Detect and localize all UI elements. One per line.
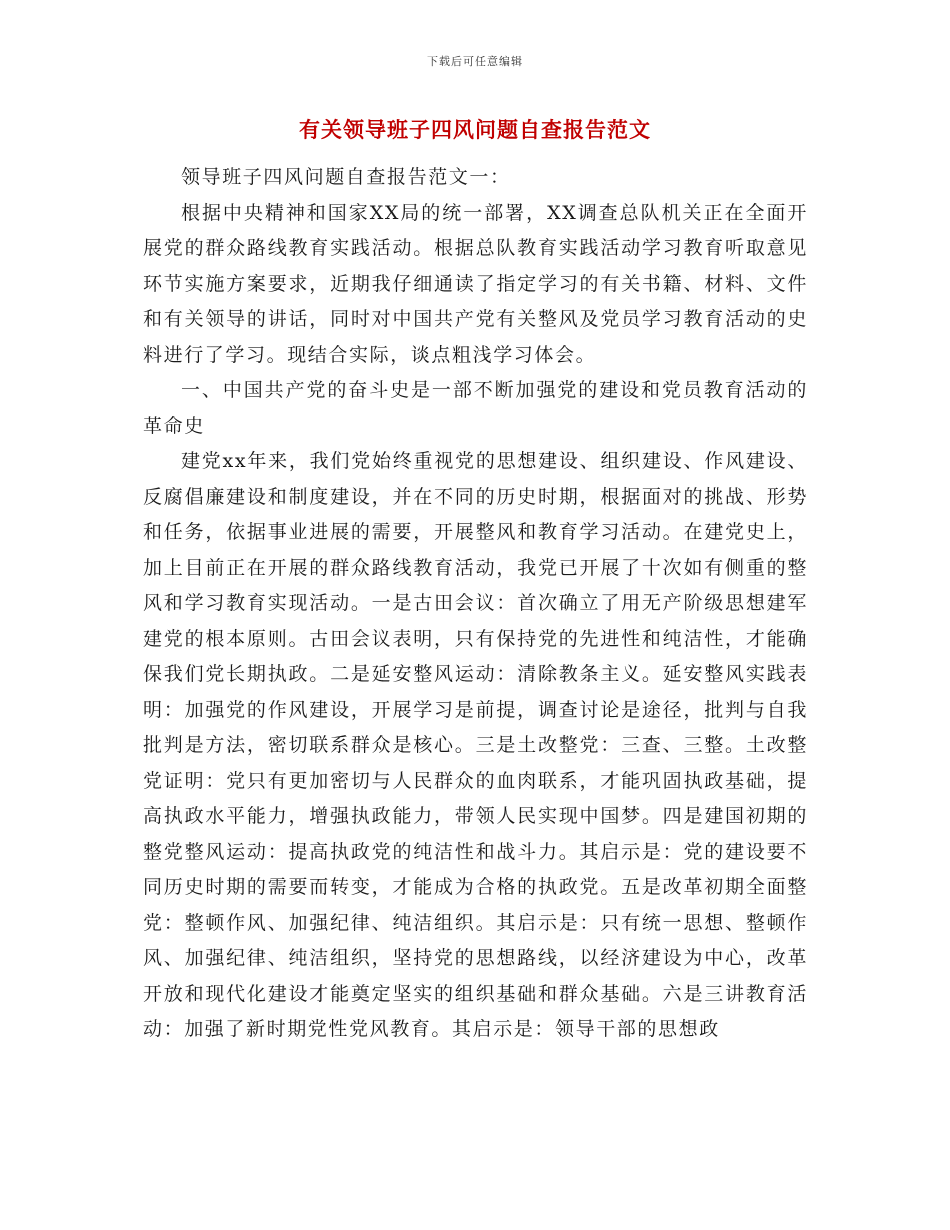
document-body — [143, 160, 808, 1048]
section-heading-1: 一、中国共产党的奋斗史是一部不断加强党的建设和党员教育活动的革命史 — [143, 379, 808, 437]
paragraph-intro: 领导班子四风问题自查报告范文一： — [181, 166, 511, 188]
header-note: 下载后可任意编辑 — [427, 55, 523, 68]
document-title: 有关领导班子四风问题自查报告范文 — [299, 117, 651, 142]
paragraph-background: 根据中央精神和国家XX局的统一部署，XX调查总队机关正在全面开展党的群众路线教育实践活动。根据总队教育实践活动学习教育听取意见环节实施方案要求，近期我仔细通读了指定学习的有关书籍、材料、文件和有关领导的讲话，同时对中国共产党有关整风及党员学习教育活动的史料进行了学习。现结合实际，谈点粗浅学习体会。 — [143, 201, 808, 366]
paragraph-history: 建党xx年来，我们党始终重视党的思想建设、组织建设、作风建设、反腐倡廉建设和制度建设，并在不同的历史时期，根据面对的挑战、形势和任务，依据事业进展的需要，开展整风和教育学习活动。在建党史上，加上目前正在开展的群众路线教育活动，我党已开展了十次如有侧重的整风和学习教育实现活动。一是古田会议：首次确立了用无产阶级思想建军建党的根本原则。古田会议表明，只有保持党的先进性和纯洁性，才能确保我们党长期执政。二是延安整风运动：清除教条主义。延安整风实践表明：加强党的作风建设，开展学习是前提，调查讨论是途径，批判与自我批判是方法，密切联系群众是核心。三是土改整党：三查、三整。土改整党证明：党只有更加密切与人民群众的血肉联系，才能巩固执政基础，提高执政水平能力，增强执政能力，带领人民实现中国梦。四是建国初期的整党整风运动：提高执政党的纯洁性和战斗力。其启示是：党的建设要不同历史时期的需要而转变，才能成为合格的执政党。五是改革初期全面整党：整顿作风、加强纪律、纯洁组织。其启示是：只有统一思想、整顿作风、加强纪律、纯洁组织，坚持党的思想路线，以经济建设为中心，改革开放和现代化建设才能奠定坚实的组织基础和群众基础。六是三讲教育活动：加强了新时期党性党风教育。其启示是：领导干部的思想政 — [143, 450, 808, 1040]
